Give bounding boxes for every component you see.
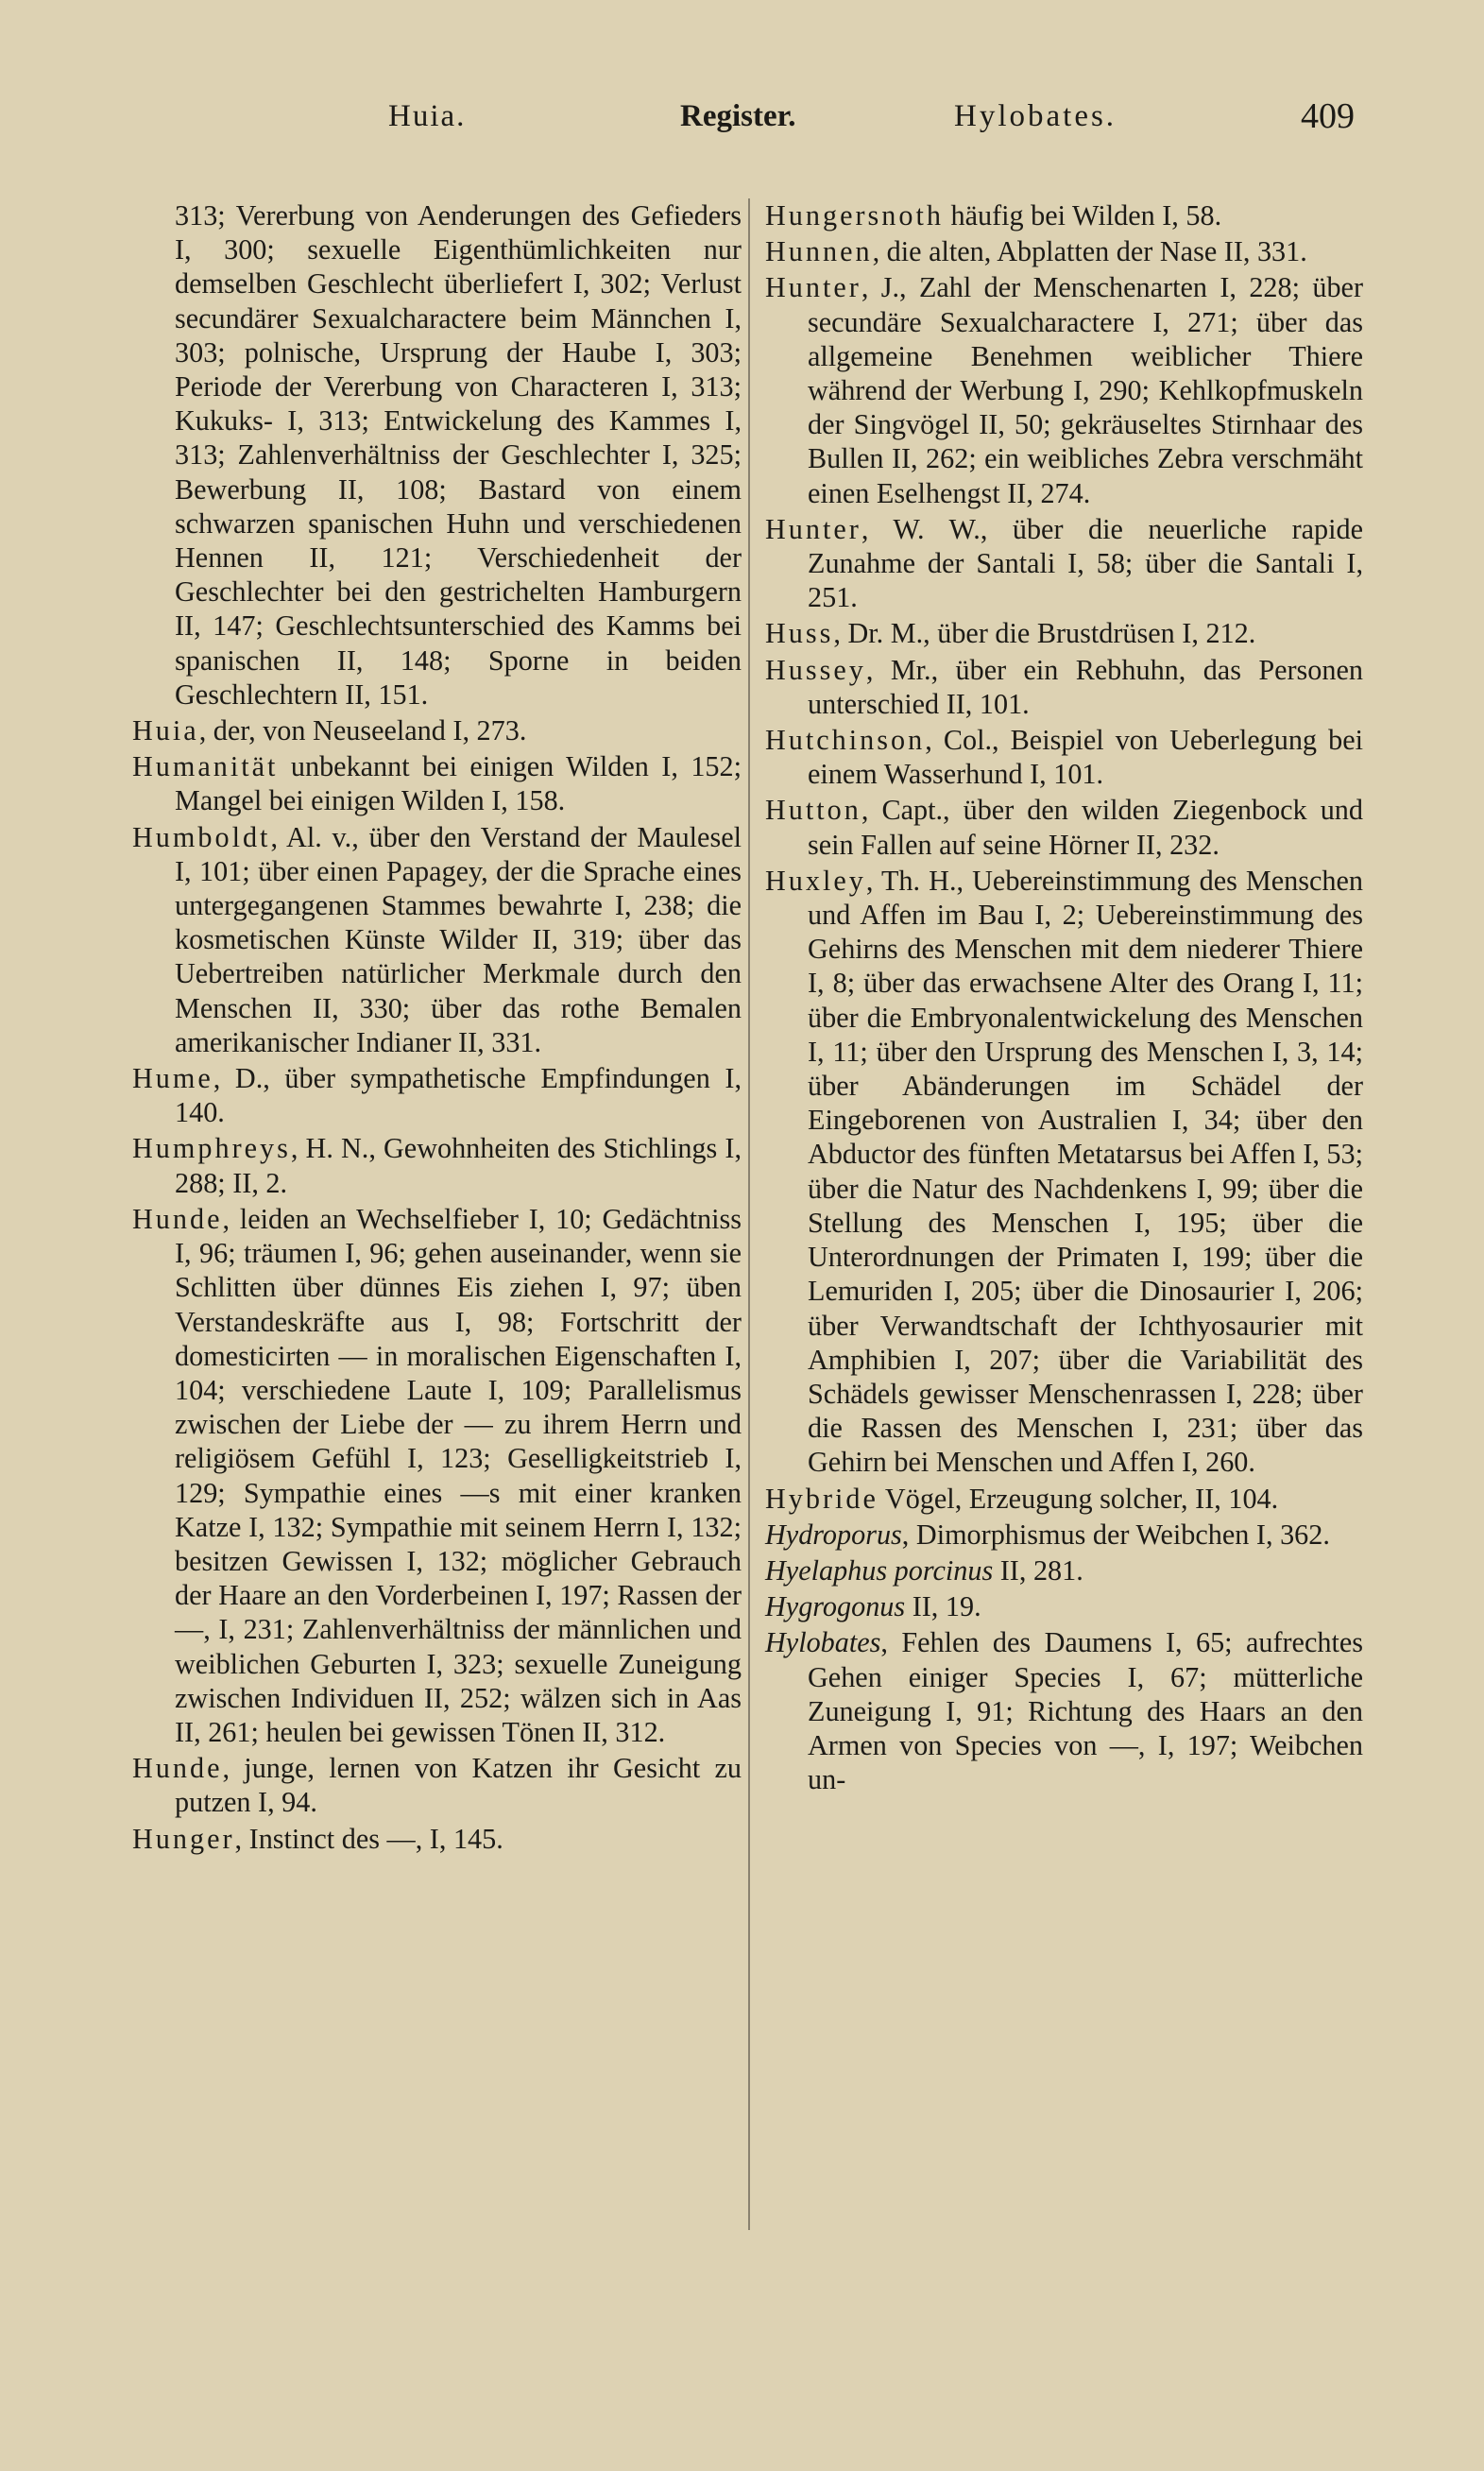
index-entry-text: , Fehlen des Daumens I, 65; aufrechtes Gehen einiger Species I, 67; mütterliche Zuneigung I, 91; Richtung des Haars an den Armen von Species von —, I, 197; Weibchen un- [808, 1626, 1363, 1796]
index-entry-text: , Capt., über den wilden Ziegenbock und sein Fallen auf seine Hörner II, 232. [808, 794, 1363, 861]
index-entry-text: , Dr. M., über die Brustdrüsen I, 212. [833, 617, 1256, 650]
index-term: Hunter [765, 512, 861, 545]
index-entry [132, 749, 742, 817]
index-entry-text: , W. W., über die neuerliche rapide Zunahme der Santali I, 58; über die Santali I, 251. [808, 512, 1363, 614]
column-divider [748, 198, 750, 2230]
index-entry-text: , H. N., Gewohnheiten des Stichlings I, 288; II, 2. [175, 1132, 742, 1199]
index-entry-text: unbekannt bei einigen Wilden I, 152; Mangel bei einigen Wilden I, 158. [175, 750, 742, 817]
index-entry [765, 1518, 1363, 1552]
index-term: Humanität [132, 750, 279, 783]
left-column [132, 198, 742, 1858]
index-entry [132, 1202, 742, 1749]
index-entry [132, 1751, 742, 1819]
index-entry [765, 1482, 1363, 1516]
index-entry-text: häufig bei Wilden I, 58. [943, 199, 1222, 232]
index-entry-text: , Th. H., Uebereinstimmung des Menschen und Affen im Bau I, 2; Uebereinstimmung des Gehirns des Menschen mit dem niederer Thiere I, 8; über das erwachsene Alter des Orang I, 11; über die Embryonalentwickelung des Menschen I, 11; über den Ursprung des Menschen I, 3, 14; über Abänderungen im Schädel der Eingeborenen von Australien I, 34; über den Abductor des fünften Metatarsus bei Affen I, 53; über die Natur des Nachdenkens I, 99; über die Stellung des Menschen I, 195; über die Unterordnungen der Primaten I, 199; über die Lemuriden I, 205; über die Dinosaurier I, 206; über Verwandtschaft der Ichthyosaurier mit Amphibien I, 207; über die Variabilität des Schädels gewisser Menschenrassen I, 228; über die Rassen des Menschen I, 231; über das Gehirn bei Menschen und Affen I, 260. [808, 864, 1363, 1479]
index-entry [132, 1131, 742, 1199]
index-term: Hygrogonus [765, 1590, 906, 1623]
index-entry-text: 313; Vererbung von Aenderungen des Gefieders I, 300; sexuelle Eigenthümlichkeiten nur demselben Geschlecht überliefert I, 302; Verlust secundärer Sexualcharactere beim Männchen I, 303; polnische, Ursprung der Haube I, 303; Periode der Vererbung von Characteren I, 313; Kukuks- I, 313; Entwickelung des Kammes I, 313; Zahlenverhältniss der Geschlechter I, 325; Bewerbung II, 108; Bastard von einem schwarzen spanischen Huhn und verschiedenen Hennen II, 121; Verschiedenheit der Geschlechter bei den gestrichelten Hamburgern II, 147; Geschlechtsunterschied des Kamms bei spanischen II, 148; Sporne in beiden Geschlechtern II, 151. [175, 199, 742, 711]
index-entry [765, 198, 1363, 232]
index-term: Huia [132, 714, 199, 747]
page-number: 409 [1301, 96, 1355, 136]
index-term: Huss [765, 617, 834, 650]
index-term: Hydroporus [765, 1518, 902, 1551]
index-entry-text: , Mr., über ein Rebhuhn, das Personen unterschied II, 101. [808, 653, 1363, 720]
index-entry-text: II, 281. [993, 1553, 1083, 1587]
index-entry [765, 234, 1363, 268]
index-entry [132, 198, 742, 712]
index-term: Hussey [765, 653, 866, 686]
index-term: Hunde [132, 1752, 223, 1785]
running-head-left: Huia. [388, 99, 467, 133]
index-entry [765, 512, 1363, 615]
index-term: Humboldt [132, 820, 271, 853]
index-entry [765, 793, 1363, 861]
index-entry-text: , Al. v., über den Verstand der Maulesel I, 101; über einen Papagey, der die Sprache eines untergegangenen Stammes bewahrte I, 238; die kosmetischen Künste Wilder II, 319; über das Uebertreiben natürlicher Merkmale durch den Menschen II, 330; über das rothe Bemalen amerikanischer Indianer II, 331. [175, 820, 742, 1058]
index-entry [765, 1589, 1363, 1623]
index-entry [765, 1625, 1363, 1796]
index-term: Hume [132, 1062, 213, 1095]
index-term: Hutchinson [765, 724, 926, 757]
index-entry-text: , der, von Neuseeland I, 273. [198, 714, 527, 747]
index-term: Hutton [765, 794, 861, 827]
index-term: Huxley [765, 864, 866, 897]
index-entry [765, 653, 1363, 721]
index-entry-text: , Col., Beispiel von Ueberlegung bei einem Wasserhund I, 101. [808, 724, 1363, 791]
index-entry-text: , Instinct des —, I, 145. [234, 1822, 503, 1855]
index-entry [765, 270, 1363, 509]
index-entry [132, 1061, 742, 1129]
index-term: Humphreys [132, 1132, 291, 1165]
index-term: Hungersnoth [765, 199, 944, 232]
index-entry [132, 713, 742, 747]
index-entry-text: , J., Zahl der Menschenarten I, 228; über secundäre Sexualcharactere I, 271; über das allgemeine Benehmen weiblicher Thiere während der Werbung I, 290; Kehlkopfmuskeln der Singvögel II, 50; gekräuseltes Stirnhaar des Bullen II, 262; ein weibliches Zebra verschmäht einen Eselhengst II, 274. [808, 271, 1363, 509]
running-head-right: Hylobates. [954, 99, 1117, 133]
index-entry [765, 723, 1363, 791]
right-column [765, 198, 1363, 1798]
index-entry [765, 864, 1363, 1480]
index-entry-text: II, 19. [905, 1590, 981, 1623]
index-entry-text: , leiden an Wechselfieber I, 10; Gedächtniss I, 96; träumen I, 96; gehen auseinander, wenn sie Schlitten über dünnes Eis ziehen I, 97; üben Verstandeskräfte aus I, 98; Fortschritt der domesticirten — in moralischen Eigenschaften I, 104; verschiedene Laute I, 109; Parallelismus zwischen der Liebe der — zu ihrem Herrn und religiösem Gefühl I, 123; Geselligkeitstrieb I, 129; Sympathie eines —s mit einer kranken Katze I, 132; Sympathie mit seinem Herrn I, 132; besitzen Gewissen I, 132; möglicher Gebrauch der Haare an den Vorderbeinen I, 197; Rassen der —, I, 231; Zahlenverhältniss der männlichen und weiblichen Geburten I, 323; sexuelle Zuneigung zwischen Individuen II, 252; wälzen sich in Aas II, 261; heulen bei gewissen Tönen II, 312. [175, 1202, 742, 1748]
index-entry-text: , junge, lernen von Katzen ihr Gesicht zu putzen I, 94. [175, 1752, 742, 1819]
index-entry [132, 1822, 742, 1856]
index-entry [132, 820, 742, 1059]
index-entry [765, 616, 1363, 650]
index-entry-text: , Dimorphismus der Weibchen I, 362. [901, 1518, 1330, 1551]
index-term: Hunger [132, 1822, 235, 1855]
index-entry [765, 1553, 1363, 1587]
index-term: Hunnen [765, 235, 873, 268]
index-term: Hyelaphus porcinus [765, 1553, 994, 1587]
index-term: Hunter [765, 271, 861, 304]
index-term: Hybride [765, 1482, 878, 1515]
running-head-center: Register. [680, 99, 796, 133]
index-entry-text: , D., über sympathetische Empfindungen I, 140. [175, 1062, 742, 1129]
index-term: Hunde [132, 1202, 223, 1235]
index-entry-text: , die alten, Abplatten der Nase II, 331. [872, 235, 1307, 268]
index-entry-text: Vögel, Erzeugung solcher, II, 104. [878, 1482, 1279, 1515]
index-term: Hylobates [765, 1626, 881, 1659]
